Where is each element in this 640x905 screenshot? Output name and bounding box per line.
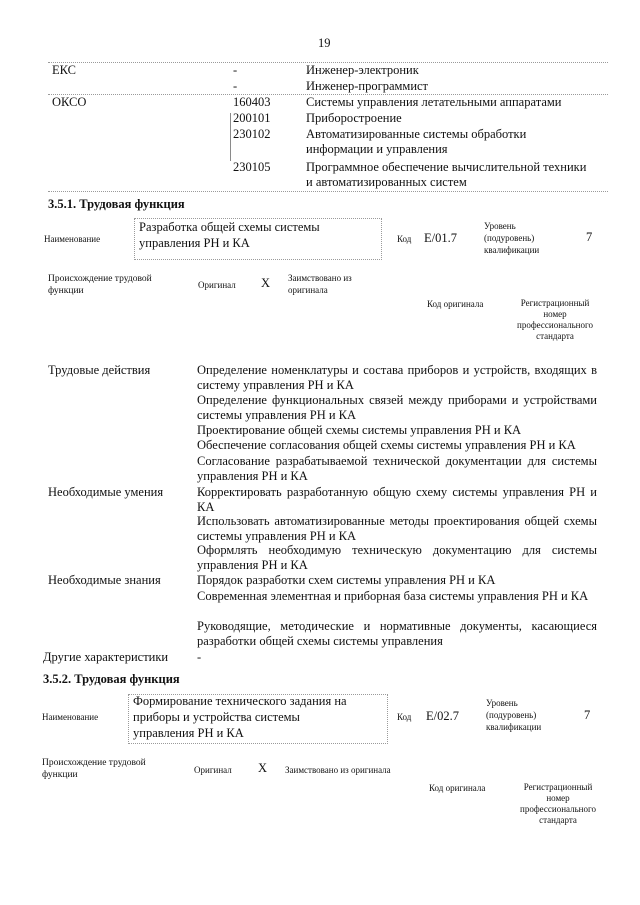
function-2-borrowed-label: Заимствовано из оригинала [285, 765, 391, 775]
function-2-heading: 3.5.2. Трудовая функция [43, 672, 180, 686]
section-label-other: Другие характеристики [43, 650, 169, 664]
function-2-name-line: приборы и устройства системы [133, 710, 300, 724]
function-1-name-line: Разработка общей схемы системы [139, 220, 320, 234]
function-2-original-mark: X [258, 761, 268, 775]
function-2-name-label: Наименование [42, 712, 99, 722]
codes-row-code: 230105 [233, 160, 271, 174]
codes-row-code: 230102 [233, 127, 271, 141]
codes-row-name: Системы управления летательными аппаратами [306, 95, 562, 109]
codes-row-code: - [233, 63, 238, 77]
section-item: Руководящие, методические и нормативные документы, касающиеся разработки общей схемы системы управления [197, 619, 597, 648]
function-2-level: 7 [584, 708, 591, 722]
function-2-origin-code-label: Код оригинала [429, 783, 486, 793]
codes-row-name: Инженер-программист [306, 79, 429, 93]
function-2-origin-label: функции [42, 770, 78, 780]
function-2-code: E/02.7 [426, 709, 459, 723]
codes-row-name: Инженер-электроник [306, 63, 419, 77]
section-item: Оформлять необходимую техническую документацию для системы управления РН и КА [197, 543, 597, 572]
function-1-origin-label: функции [48, 286, 84, 296]
function-1-origin-code-label: Код оригинала [427, 299, 484, 309]
function-1-level-label: квалификации [484, 245, 540, 255]
function-2-name-line: управления РН и КА [133, 726, 244, 740]
function-1-code-label: Код [397, 234, 412, 244]
function-1-heading: 3.5.1. Трудовая функция [48, 197, 185, 211]
function-1-level-label: (подуровень) [484, 233, 535, 243]
section-item: Использовать автоматизированные методы проектирования общей схемы системы управления РН и КА [197, 514, 597, 543]
codes-row-code: 200101 [233, 111, 271, 125]
function-1-level: 7 [586, 230, 593, 244]
function-2-code-label: Код [397, 712, 412, 722]
section-label-skills: Необходимые умения [48, 485, 164, 499]
function-1-level-label: Уровень [484, 221, 516, 231]
function-2-level-label: (подуровень) [486, 710, 537, 720]
function-2-origin-label: Происхождение трудовой [42, 758, 146, 768]
section-item: Согласование разрабатываемой технической документации для системы управления РН и КА [197, 454, 597, 483]
section-label-actions: Трудовые действия [48, 363, 151, 377]
function-2-name-line: Формирование технического задания на [133, 694, 347, 708]
function-1-name-label: Наименование [44, 234, 101, 244]
function-1-borrowed-label: оригинала [288, 285, 328, 295]
codes-row-name: и автоматизированных систем [306, 175, 467, 189]
function-1-code: E/01.7 [424, 231, 457, 245]
codes-row-name: Приборостроение [306, 111, 402, 125]
codes-row-code: - [233, 79, 238, 93]
codes-row-name: информации и управления [306, 142, 448, 156]
function-1-borrowed-label: Заимствовано из [288, 273, 352, 283]
section-item: - [197, 650, 202, 664]
function-1-name-line: управления РН и КА [139, 236, 250, 250]
codes-row-name: Автоматизированные системы обработки [306, 127, 527, 141]
function-2-level-label: квалификации [486, 722, 542, 732]
codes-row-label: ОКСО [52, 95, 87, 109]
section-item: Современная элементная и приборная база системы управления РН и КА [197, 589, 589, 603]
function-2-level-label: Уровень [486, 698, 518, 708]
section-item: Порядок разработки схем системы управления РН и КА [197, 573, 496, 587]
function-1-origin-label: Происхождение трудовой [48, 274, 152, 284]
function-2-original-label: Оригинал [194, 765, 232, 775]
section-item: Определение функциональных связей между приборами и устройствами системы управления РН и КА [197, 393, 597, 422]
section-label-knowledge: Необходимые знания [48, 573, 161, 587]
codes-row-label: ЕКС [52, 63, 76, 77]
function-1-reg-number-label: Регистрационный номер профессионального стандарта [517, 298, 593, 341]
page-number: 19 [318, 36, 331, 50]
function-1-original-label: Оригинал [198, 280, 236, 290]
section-item: Проектирование общей схемы системы управления РН и КА [197, 423, 522, 437]
section-item: Обеспечение согласования общей схемы системы управления РН и КА [197, 438, 576, 452]
function-2-reg-number-label: Регистрационный номер профессионального стандарта [520, 782, 596, 825]
codes-row-code: 160403 [233, 95, 271, 109]
section-item: Корректировать разработанную общую схему системы управления РН и КА [197, 485, 597, 514]
function-1-original-mark: X [261, 276, 271, 290]
codes-row-name: Программное обеспечение вычислительной техники [306, 160, 587, 174]
section-item: Определение номенклатуры и состава приборов и устройств, входящих в систему управления РН и КА [197, 363, 597, 392]
